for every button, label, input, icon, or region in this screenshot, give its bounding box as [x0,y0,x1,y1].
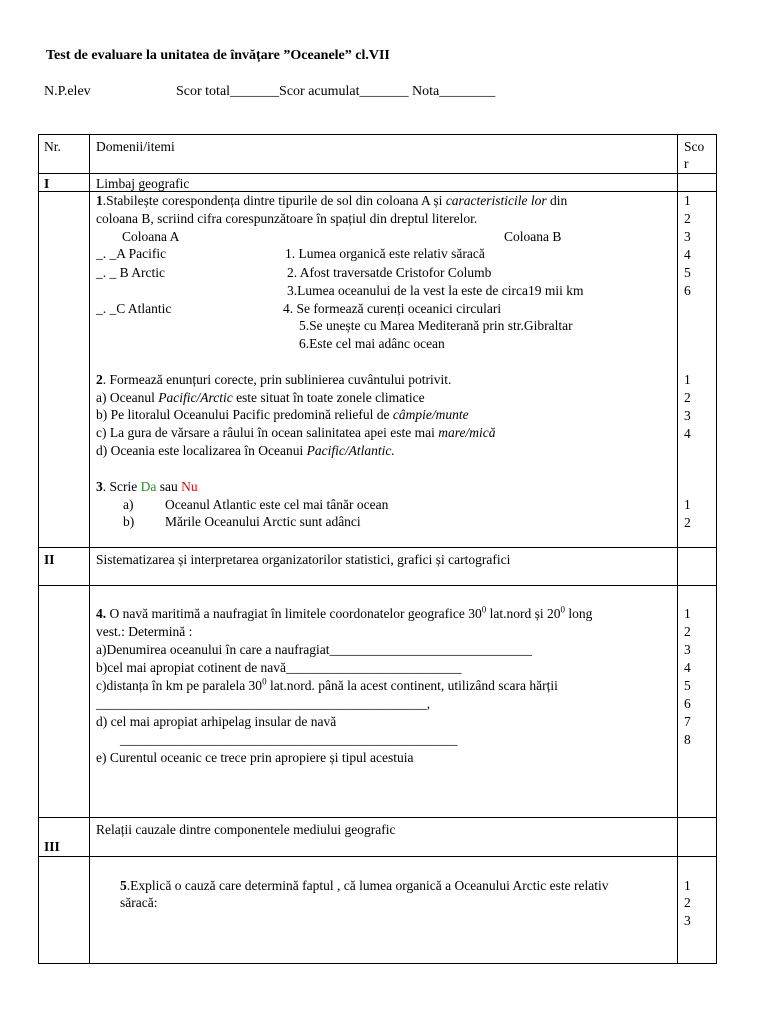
score-point: 4 [684,247,691,262]
item-number: 1 [96,193,103,208]
match-a3: _. _C Atlantic [96,301,172,316]
row-line [38,817,717,818]
match-b1: 1. Lumea organică este relativ săracă [285,246,485,261]
item2-d: d) Oceania este localizarea în Oceanui Pacific/Atlantic. [96,443,395,458]
score-point: 2 [684,390,691,405]
table-divider-nr [89,134,90,964]
table-border-left [38,134,39,964]
item4-c-answer-line: _________________________________________________, [96,696,431,711]
item2-b: b) Pe litoralul Oceanului Pacific predomină relieful de câmpie/munte [96,407,469,422]
score-point: 7 [684,714,691,729]
score-point: 2 [684,895,691,910]
item3-intro: 3. Scrie Da sau Nu [96,479,198,494]
item4-b: b)cel mai apropiat cotinent de navă__________________________ [96,660,462,675]
item1-line1: 1.Stabilește corespondența dintre tipurile de sol din coloana A și caracteristicile lor din [96,193,568,208]
item2-intro: 2. Formează enunțuri corecte, prin sublinierea cuvântului potrivit. [96,372,452,387]
score-point: 3 [684,229,691,244]
match-b6: 6.Este cel mai adânc ocean [299,336,445,351]
score-point: 2 [684,515,691,530]
match-b5: 5.Se unește cu Marea Mediterană prin str.Gibraltar [299,318,573,333]
row-line [38,585,717,586]
score-point: 1 [684,878,691,893]
match-b4: 4. Se formează curenți oceanici circulari [283,301,502,316]
score-line: Scor total_______Scor acumulat_______ Nota________ [176,84,496,99]
item3-b-label: b) [123,514,135,529]
score-point: 2 [684,624,691,639]
student-name-label: N.P.elev [44,84,91,99]
document-title: Test de evaluare la unitatea de învățare ”Oceanele” cl.VII [46,48,390,63]
table-border-right [716,134,717,964]
column-header-score: Sco [684,139,705,154]
item-number: 2 [96,372,103,387]
score-point: 5 [684,265,691,280]
score-point: 6 [684,283,691,298]
score-point: 5 [684,678,691,693]
score-point: 1 [684,372,691,387]
item3-a-label: a) [123,497,134,512]
column-header-score-cont: r [684,156,689,171]
match-a2: _. _ B Arctic [96,265,165,280]
item4-d: d) cel mai apropiat arhipelag insular de navă [96,714,337,729]
column-b-title: Coloana B [504,229,562,244]
section-title: Sistematizarea și interpretarea organizatorilor statistici, grafici și cartografici [96,552,511,567]
score-point: 2 [684,211,691,226]
item4-line1: 4. O navă maritimă a naufragiat în limitele coordonatelor geografice $30^0$ lat.nord și $20^0$ long [96,604,593,621]
section-number: I [44,176,50,191]
score-point: 1 [684,497,691,512]
item-number: 4. [96,606,107,621]
score-point: 6 [684,696,691,711]
match-b2: 2. Afost traversatde Cristofor Columb [287,265,492,280]
item4-e: e) Curentul oceanic ce trece prin apropiere și tipul acestuia [96,750,414,765]
item2-c: c) La gura de vărsare a râului în ocean salinitatea apei este mai mare/mică [96,425,496,440]
match-b3: 3.Lumea oceanului de la vest la este de circa19 mii km [287,283,584,298]
item2-a: a) Oceanul Pacific/Arctic este situat în toate zonele climatice [96,390,425,405]
item3-a-text: Oceanul Atlantic este cel mai tânăr ocean [165,497,389,512]
answer-yes: Da [140,479,157,494]
item-number: 5 [120,878,127,893]
row-line [38,547,717,548]
item5-line2: săracă: [120,895,158,910]
row-line [38,173,717,174]
item4-line2: vest.: Determină : [96,624,193,639]
item5-line1: 5.Explică o cauză care determină faptul , că lumea organică a Oceanului Arctic este relativ [120,878,609,893]
score-point: 3 [684,642,691,657]
section-number: III [44,839,60,854]
row-line [38,134,717,135]
score-point: 3 [684,913,691,928]
column-a-title: Coloana A [122,229,180,244]
table-divider-score [677,134,678,964]
row-line [38,963,717,964]
score-point: 1 [684,193,691,208]
item4-d-answer-line: __________________________________________________ [120,732,458,747]
column-header-domains: Domenii/itemi [96,139,175,154]
section-title: Relații cauzale dintre componentele mediului geografic [96,822,396,837]
item4-c: c)distanța în km pe paralela $30^0$ lat.nord. până la acest continent, utilizând scara hărții [96,676,558,693]
score-point: 4 [684,660,691,675]
section-title: Limbaj geografic [96,176,190,191]
score-point: 8 [684,732,691,747]
row-line [38,856,717,857]
item3-b-text: Mările Oceanului Arctic sunt adânci [165,514,361,529]
answer-no: Nu [181,479,198,494]
score-point: 4 [684,426,691,441]
score-point: 1 [684,606,691,621]
item-number: 3 [96,479,103,494]
item1-line2: coloana B, scriind cifra corespunzătoare în spațiul din dreptul literelor. [96,211,478,226]
item4-a: a)Denumirea oceanului în care a naufragiat______________________________ [96,642,532,657]
column-header-nr: Nr. [44,139,61,154]
match-a1: _. _A Pacific [96,246,167,261]
section-number: II [44,552,55,567]
score-point: 3 [684,408,691,423]
